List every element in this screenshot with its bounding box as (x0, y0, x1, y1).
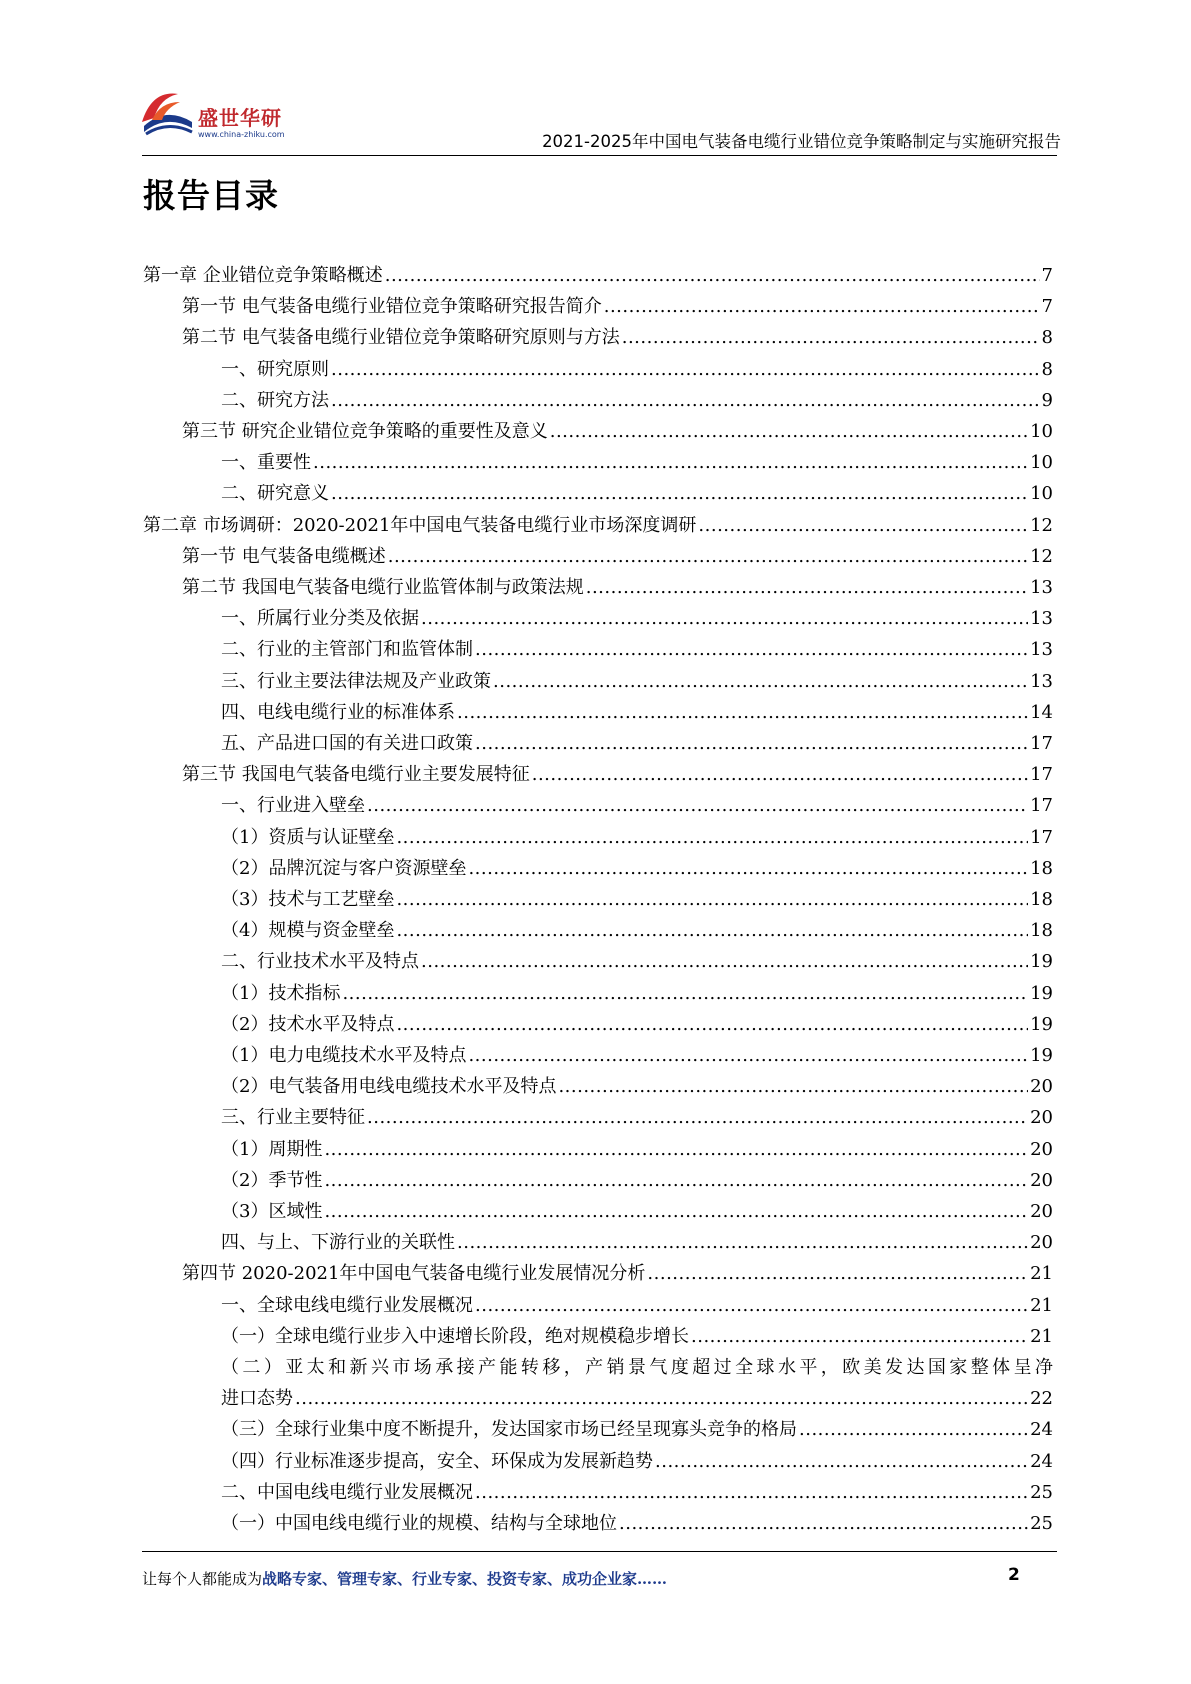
toc-leader-dots (468, 1040, 1028, 1071)
toc-leader-dots (475, 634, 1028, 665)
toc-entry-page: 20 (1030, 1139, 1053, 1160)
toc-entry-label: （4）规模与资金壁垒 (221, 920, 395, 941)
toc-entry-label: （2）电气装备用电线电缆技术水平及特点 (221, 1076, 557, 1097)
footer-slogan (142, 1568, 667, 1589)
toc-entry[interactable] (221, 978, 1053, 1009)
toc-entry-page: 13 (1030, 671, 1053, 692)
toc-entry-page: 17 (1030, 827, 1053, 848)
toc-entry-page: 18 (1030, 858, 1053, 879)
toc-entry[interactable] (221, 853, 1053, 884)
toc-entry[interactable] (143, 260, 1053, 291)
toc-entry-label: 二、中国电线电缆行业发展概况 (221, 1482, 473, 1503)
toc-leader-dots (622, 322, 1040, 353)
toc-entry-label: （二）亚太和新兴市场承接产能转移，产销景气度超过全球水平，欧美发达国家整体呈净 (221, 1357, 1053, 1378)
toc-entry-page: 24 (1030, 1419, 1053, 1440)
toc-entry[interactable] (221, 1227, 1053, 1258)
toc-entry[interactable] (221, 1321, 1053, 1352)
toc-entry-page: 7 (1041, 296, 1053, 317)
toc-entry-page: 12 (1030, 515, 1053, 536)
toc-entry-label: （三）全球行业集中度不断提升，发达国家市场已经呈现寡头竞争的格局 (221, 1419, 797, 1440)
toc-entry[interactable] (221, 1290, 1053, 1321)
toc-entry-label: （1）周期性 (221, 1139, 323, 1160)
toc-entry-label: （四）行业标准逐步提高，安全、环保成为发展新趋势 (221, 1451, 653, 1472)
toc-leader-dots (421, 946, 1028, 977)
report-title: 2021-2025年中国电气装备电缆行业错位竞争策略制定与实施研究报告 (542, 132, 1061, 151)
toc-leader-dots (799, 1414, 1028, 1445)
toc-entry-page: 17 (1030, 764, 1053, 785)
toc-entry[interactable] (221, 634, 1053, 665)
toc-entry[interactable] (221, 1508, 1053, 1539)
toc-entry-page: 24 (1030, 1451, 1053, 1472)
toc-entry-label: 第四节 2020-2021年中国电气装备电缆行业发展情况分析 (182, 1263, 646, 1284)
toc-entry-label: 二、研究意义 (221, 483, 329, 504)
toc-entry[interactable] (221, 1414, 1053, 1445)
toc-leader-dots (421, 603, 1028, 634)
toc-entry-label: （1）电力电缆技术水平及特点 (221, 1045, 467, 1066)
toc-leader-dots (558, 1071, 1028, 1102)
toc-entry[interactable] (221, 1134, 1053, 1165)
toc-leader-dots (691, 1321, 1028, 1352)
toc-entry[interactable] (221, 447, 1053, 478)
toc-leader-dots (619, 1508, 1028, 1539)
toc-entry-page: 17 (1030, 795, 1053, 816)
page-title: 报告目录 (143, 176, 279, 215)
toc-leader-dots (396, 884, 1028, 915)
toc-entry[interactable] (221, 1446, 1053, 1477)
toc-leader-dots (313, 447, 1028, 478)
toc-entry-label: 第二节 我国电气装备电缆行业监管体制与政策法规 (182, 577, 584, 598)
toc-leader-dots (396, 1009, 1028, 1040)
toc-entry[interactable] (221, 385, 1053, 416)
toc-leader-dots (396, 915, 1028, 946)
toc-entry-label: （1）技术指标 (221, 983, 341, 1004)
toc-entry-page: 20 (1030, 1107, 1053, 1128)
toc-entry-page: 20 (1030, 1201, 1053, 1222)
toc-entry[interactable] (182, 416, 1053, 447)
toc-entry[interactable] (182, 322, 1053, 353)
toc-entry[interactable] (182, 541, 1053, 572)
toc-entry-label: 第一节 电气装备电缆概述 (182, 546, 386, 567)
toc-leader-dots (493, 666, 1028, 697)
toc-leader-dots (295, 1383, 1028, 1414)
toc-leader-dots (385, 260, 1040, 291)
toc-leader-dots (475, 1290, 1028, 1321)
toc-entry[interactable] (221, 666, 1053, 697)
toc-entry-page: 18 (1030, 889, 1053, 910)
toc-entry-page: 19 (1030, 951, 1053, 972)
toc-leader-dots (331, 478, 1028, 509)
toc-entry-page: 8 (1041, 359, 1053, 380)
toc-entry-label: 第三节 研究企业错位竞争策略的重要性及意义 (182, 421, 548, 442)
toc-entry-page: 21 (1030, 1326, 1053, 1347)
toc-entry-label: （1）资质与认证壁垒 (221, 827, 395, 848)
toc-entry-page: 18 (1030, 920, 1053, 941)
toc-entry[interactable] (221, 915, 1053, 946)
toc-entry[interactable] (221, 1040, 1053, 1071)
toc-entry[interactable] (221, 946, 1053, 977)
toc-entry-label: 五、产品进口国的有关进口政策 (221, 733, 473, 754)
toc-entry-page: 8 (1041, 327, 1053, 348)
toc-leader-dots (468, 853, 1028, 884)
toc-entry[interactable] (221, 478, 1053, 509)
toc-entry-page: 21 (1030, 1295, 1053, 1316)
toc-entry-label: 第三节 我国电气装备电缆行业主要发展特征 (182, 764, 530, 785)
toc-leader-dots (324, 1196, 1028, 1227)
footer-divider (142, 1551, 1057, 1552)
toc-entry-label: （一）全球电缆行业步入中速增长阶段，绝对规模稳步增长 (221, 1326, 689, 1347)
toc-entry-page: 14 (1030, 702, 1053, 723)
toc-leader-dots (388, 541, 1028, 572)
toc-entry-page: 13 (1030, 639, 1053, 660)
toc-entry-page: 10 (1030, 483, 1053, 504)
page-number: 2 (1008, 1565, 1020, 1585)
toc-entry-label: 四、电线电缆行业的标准体系 (221, 702, 455, 723)
toc-entry-label: 一、所属行业分类及依据 (221, 608, 419, 629)
logo-url: www.china-zhiku.com (198, 130, 285, 139)
toc-entry-label: （3）技术与工艺壁垒 (221, 889, 395, 910)
toc-entry-label: 第一节 电气装备电缆行业错位竞争策略研究报告简介 (182, 296, 602, 317)
toc-leader-dots (647, 1258, 1028, 1289)
toc-entry[interactable] (221, 1383, 1053, 1414)
toc-entry-label: 二、行业的主管部门和监管体制 (221, 639, 473, 660)
toc-leader-dots (655, 1446, 1028, 1477)
toc-leader-dots (331, 354, 1040, 385)
toc-entry-page: 10 (1030, 421, 1053, 442)
toc-entry-label: （3）区域性 (221, 1201, 323, 1222)
toc-entry-page: 25 (1030, 1513, 1053, 1534)
toc-entry[interactable] (221, 354, 1053, 385)
toc-leader-dots (367, 1102, 1028, 1133)
toc-leader-dots (475, 728, 1028, 759)
toc-entry[interactable] (221, 822, 1053, 853)
toc-entry[interactable] (221, 884, 1053, 915)
toc-entry[interactable] (182, 759, 1053, 790)
footer-prefix: 让每个人都能成为 (142, 1570, 263, 1588)
toc-entry[interactable] (221, 1352, 1053, 1383)
logo-book-icon (138, 84, 198, 144)
toc-entry-label: 四、与上、下游行业的关联性 (221, 1232, 455, 1253)
header-divider (142, 155, 1057, 156)
toc-entry[interactable] (221, 1102, 1053, 1133)
toc-entry-label: 三、行业主要法律法规及产业政策 (221, 671, 491, 692)
toc-leader-dots (604, 291, 1040, 322)
toc-leader-dots (457, 1227, 1028, 1258)
toc-entry-page: 10 (1030, 452, 1053, 473)
toc-leader-dots (532, 759, 1028, 790)
toc-entry-page: 20 (1030, 1170, 1053, 1191)
toc-leader-dots (324, 1165, 1028, 1196)
toc-entry-page: 9 (1041, 390, 1053, 411)
toc-entry-page: 13 (1030, 608, 1053, 629)
toc-entry[interactable] (221, 790, 1053, 821)
toc-leader-dots (324, 1134, 1028, 1165)
toc-entry[interactable] (182, 291, 1053, 322)
company-logo (138, 82, 308, 148)
toc-leader-dots (586, 572, 1028, 603)
toc-leader-dots (550, 416, 1028, 447)
toc-entry-page: 20 (1030, 1232, 1053, 1253)
toc-entry-page: 22 (1030, 1388, 1053, 1409)
toc-entry-label: 三、行业主要特征 (221, 1107, 365, 1128)
toc-entry-label: 第二节 电气装备电缆行业错位竞争策略研究原则与方法 (182, 327, 620, 348)
toc-leader-dots (475, 1477, 1028, 1508)
toc-entry[interactable] (221, 1165, 1053, 1196)
toc-leader-dots (367, 790, 1028, 821)
toc-entry[interactable] (182, 572, 1053, 603)
toc-entry[interactable] (143, 510, 1053, 541)
toc-leader-dots (457, 697, 1028, 728)
logo-text: 盛世华研 (198, 106, 282, 130)
toc-entry-label: （2）技术水平及特点 (221, 1014, 395, 1035)
toc-entry-label: 第二章 市场调研：2020-2021年中国电气装备电缆行业市场深度调研 (143, 515, 697, 536)
footer-emphasis: 战略专家、管理专家、行业专家、投资专家、成功企业家…… (262, 1570, 668, 1588)
toc-entry-label: 一、重要性 (221, 452, 311, 473)
toc-leader-dots (396, 822, 1028, 853)
toc-entry-page: 19 (1030, 1045, 1053, 1066)
toc-entry-label: （2）品牌沉淀与客户资源壁垒 (221, 858, 467, 879)
toc-entry-page: 17 (1030, 733, 1053, 754)
toc-entry[interactable] (221, 1196, 1053, 1227)
toc-entry-label: （一）中国电线电缆行业的规模、结构与全球地位 (221, 1513, 617, 1534)
toc-entry-label: 进口态势 (221, 1388, 293, 1409)
toc-entry[interactable] (182, 1258, 1053, 1289)
toc-entry[interactable] (221, 1009, 1053, 1040)
toc-entry-label: （2）季节性 (221, 1170, 323, 1191)
toc-leader-dots (342, 978, 1028, 1009)
toc-entry-label: 一、行业进入壁垒 (221, 795, 365, 816)
toc-entry-page: 19 (1030, 1014, 1053, 1035)
toc-entry-page: 20 (1030, 1076, 1053, 1097)
toc-leader-dots (331, 385, 1040, 416)
toc-entry[interactable] (221, 697, 1053, 728)
toc-entry-page: 12 (1030, 546, 1053, 567)
toc-entry-label: 二、研究方法 (221, 390, 329, 411)
toc-entry[interactable] (221, 1477, 1053, 1508)
toc-entry-page: 25 (1030, 1482, 1053, 1503)
toc-entry-page: 19 (1030, 983, 1053, 1004)
toc-entry-label: 一、全球电线电缆行业发展概况 (221, 1295, 473, 1316)
toc-entry-label: 二、行业技术水平及特点 (221, 951, 419, 972)
toc-entry-label: 第一章 企业错位竞争策略概述 (143, 265, 383, 286)
toc-entry-page: 21 (1030, 1263, 1053, 1284)
toc-leader-dots (698, 510, 1028, 541)
toc-entry-label: 一、研究原则 (221, 359, 329, 380)
toc-entry[interactable] (221, 1071, 1053, 1102)
toc-entry-page: 13 (1030, 577, 1053, 598)
toc-entry[interactable] (221, 603, 1053, 634)
toc-entry[interactable] (221, 728, 1053, 759)
toc-entry-page: 7 (1041, 265, 1053, 286)
